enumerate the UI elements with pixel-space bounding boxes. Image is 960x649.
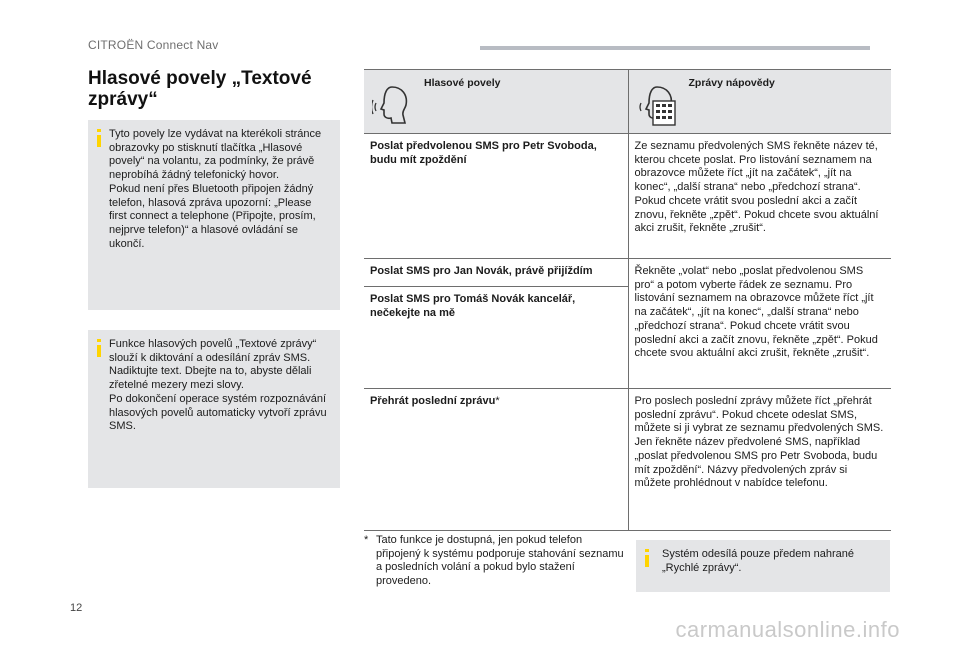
section-title: Hlasové povely „Textové zprávy“: [88, 68, 312, 110]
speaking-head-icon: [372, 83, 412, 127]
info-note-text: Systém odesílá pouze předem nahrané „Rychlé zprávy“.: [662, 548, 855, 574]
footnote-ref-marker: *: [495, 395, 500, 407]
header-divider-bar: [480, 46, 870, 50]
help-cell: Ze seznamu předvolených SMS řekněte název té, kterou chcete poslat. Pro listování seznamem na obrazovce můžete říct „jít na začátek“, „jít na konec“, „další strana“ nebo „předchozí strana“. Pokud chcete vrátit svou poslední akci a začít znovu, řekněte „zpět“. Pokud chcete svou aktuální akci zrušit, řekněte „zrušit“.: [628, 134, 891, 259]
command-cell: Poslat SMS pro Jan Novák, právě přijíždím: [364, 259, 628, 287]
info-note-text: Tyto povely lze vydávat na kterékoli stránce obrazovky po stisknutí tlačítka „Hlasové povely“ na volantu, za podmínky, že právě neprobíhá žádný telefonický hovor. Pokud není přes Bluetooth připojen žádný telefon, hlasová zpráva upozorní: „Please first connect a telephone (Připojte, prosím, nejprve telefon)“ a hlasové ovládání se ukončí.: [109, 128, 322, 250]
table-row: [364, 259, 891, 389]
manual-header-title: CITROËN Connect Nav: [88, 38, 219, 52]
info-note-text: Funkce hlasových povelů „Textové zprávy“ slouží k diktování a odesílání zpráv SMS. Nadiktujte text. Dbejte na to, abyste dělali zřetelné mezery mezi slovy. Po dokončení operace systém rozpoznávání hlasových povelů automaticky vytvoří zprávu SMS.: [109, 338, 327, 433]
table-header-commands: [364, 70, 628, 134]
command-cell: Poslat SMS pro Tomáš Novák kancelář, nečekejte na mě: [370, 293, 576, 319]
info-note-bluetooth: [88, 120, 340, 310]
table-header-help: [628, 70, 891, 134]
command-cell-group: [364, 259, 628, 389]
header-help-label: Zprávy nápovědy: [688, 77, 775, 89]
voice-commands-table: [364, 69, 891, 531]
footnote: [364, 534, 626, 589]
info-note-quick-messages: [636, 540, 890, 592]
command-cell: [364, 389, 628, 531]
help-cell: Řekněte „volat“ nebo „poslat předvolenou SMS pro“ a potom vyberte řádek ze seznamu. Pro listování seznamem na obrazovce můžete říct „jít na začátek“, „jít na konec“, „další strana“ nebo „předchozí strana“. Pokud chcete vrátit svou poslední akci a začít znovu, řekněte „zpět“. Pokud chcete svou aktuální akci zrušit, řekněte „zrušit“.: [628, 259, 891, 389]
help-cell: Pro poslech poslední zprávy můžete říct „přehrát poslední zprávu“. Pokud chcete odeslat SMS, můžete si ji vybrat ze seznamu předvolených SMS. Jen řekněte název předvolené SMS, například „poslat předvolenou SMS pro Petr Svoboda, budu mít zpoždění“. Názvy předvolených zpráv si můžete prohlédnout v nabídce telefonu.: [628, 389, 891, 531]
table-row: [364, 389, 891, 531]
command-text: Přehrát poslední zprávu: [370, 395, 496, 407]
table-row: [364, 134, 891, 259]
speaking-head-keypad-icon: [637, 83, 677, 127]
header-commands-label: Hlasové povely: [424, 77, 501, 89]
table-header-row: [364, 70, 891, 134]
footnote-marker: *: [364, 534, 369, 546]
page-number: 12: [70, 602, 83, 614]
command-cell: Poslat předvolenou SMS pro Petr Svoboda, budu mít zpoždění: [364, 134, 628, 259]
footnote-text: Tato funkce je dostupná, jen pokud telefon připojený k systému podporuje stahování seznamu a posledních volání a pokud bylo stažení provedeno.: [376, 534, 624, 588]
info-note-dictation: [88, 330, 340, 488]
watermark: carmanualsonline.info: [675, 617, 900, 642]
